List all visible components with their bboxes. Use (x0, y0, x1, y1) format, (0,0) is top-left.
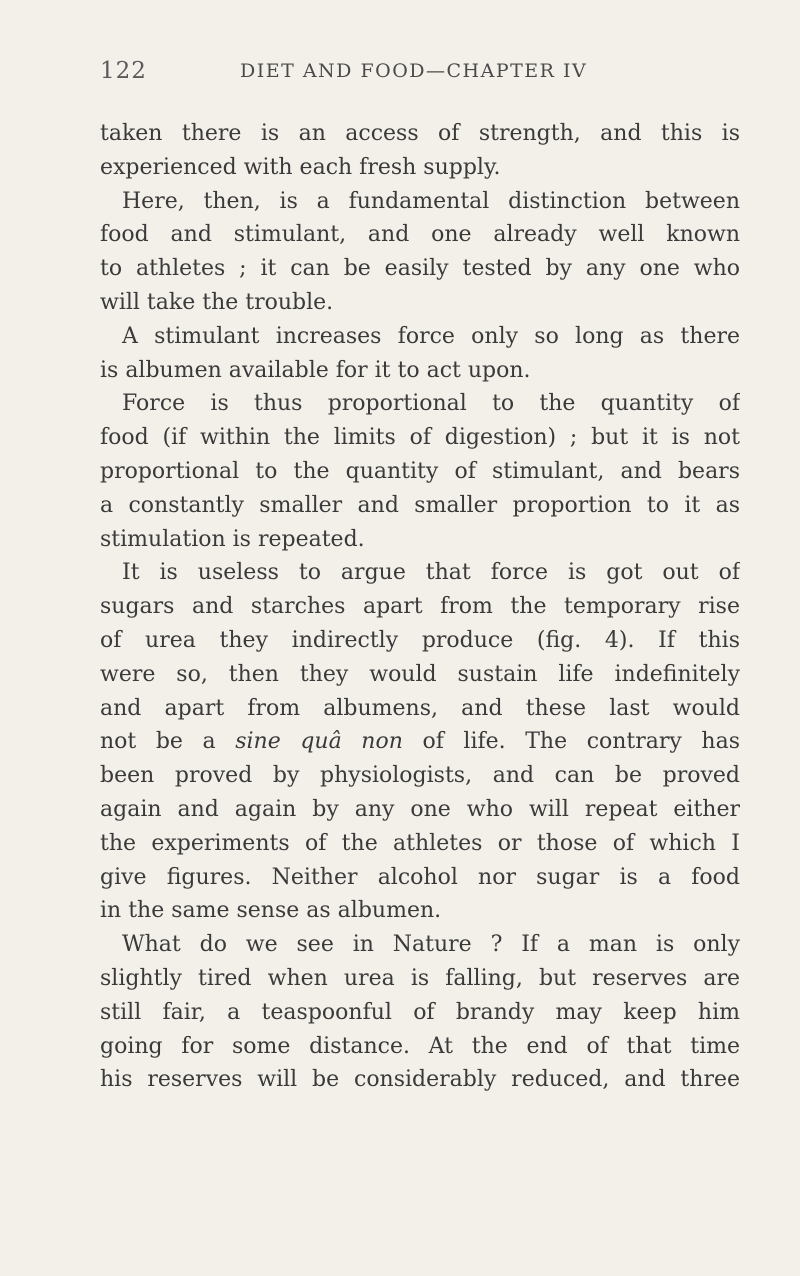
text-line: What do we see in Nature ? If a man is only (122, 932, 740, 958)
text-line: a constantly smaller and smaller proportion to it as (100, 492, 740, 518)
text-line: in the same sense as albumen. (100, 898, 442, 924)
text-line: slightly tired when urea is falling, but reserves are (100, 965, 740, 991)
page-number: 122 (100, 58, 147, 84)
text-line: proportional to the quantity of stimulant, and bears (100, 458, 740, 484)
text-line: going for some distance. At the end of that time (100, 1033, 740, 1059)
running-title: DIET AND FOOD—CHAPTER IV (240, 60, 588, 82)
text-line: and apart from albumens, and these last would (100, 695, 740, 721)
text-line: been proved by physiologists, and can be proved (100, 763, 740, 789)
text-fragment: of life. The contrary has (402, 729, 740, 755)
text-line: again and again by any one who will repeat either (100, 796, 740, 822)
text-line: will take the trouble. (100, 289, 334, 315)
text-line: food (if within the limits of digestion) ; but it is not (100, 425, 740, 451)
text-fragment: not be a (100, 729, 236, 755)
text-line (100, 725, 740, 759)
text-line: A stimulant increases force only so long as there (122, 323, 740, 349)
text-line: food and stimulant, and one already well known (100, 222, 740, 248)
running-head (0, 58, 800, 98)
body-text (100, 117, 740, 1097)
text-line: the experiments of the athletes or those of which I (100, 830, 740, 856)
text-line: still fair, a teaspoonful of brandy may keep him (100, 999, 740, 1025)
text-line: Force is thus proportional to the quantity of (122, 391, 740, 417)
text-line: is albumen available for it to act upon. (100, 357, 531, 383)
text-line: taken there is an access of strength, and this is (100, 121, 740, 146)
text-line: give figures. Neither alcohol nor sugar is a food (100, 864, 740, 890)
text-line: Here, then, is a fundamental distinction between (122, 188, 740, 214)
text-line: of urea they indirectly produce (fig. 4). If this (100, 627, 740, 653)
text-line: sugars and starches apart from the temporary rise (100, 594, 740, 620)
text-line: experienced with each fresh supply. (100, 154, 501, 180)
text-line: It is useless to argue that force is got out of (122, 560, 740, 586)
text-line: to athletes ; it can be easily tested by any one who (100, 256, 740, 282)
text-line: were so, then they would sustain life indefinitely (100, 661, 740, 687)
text-line: his reserves will be considerably reduced, and three (100, 1067, 740, 1093)
text-line: stimulation is repeated. (100, 526, 365, 552)
latin-phrase: sine quâ non (235, 729, 403, 755)
